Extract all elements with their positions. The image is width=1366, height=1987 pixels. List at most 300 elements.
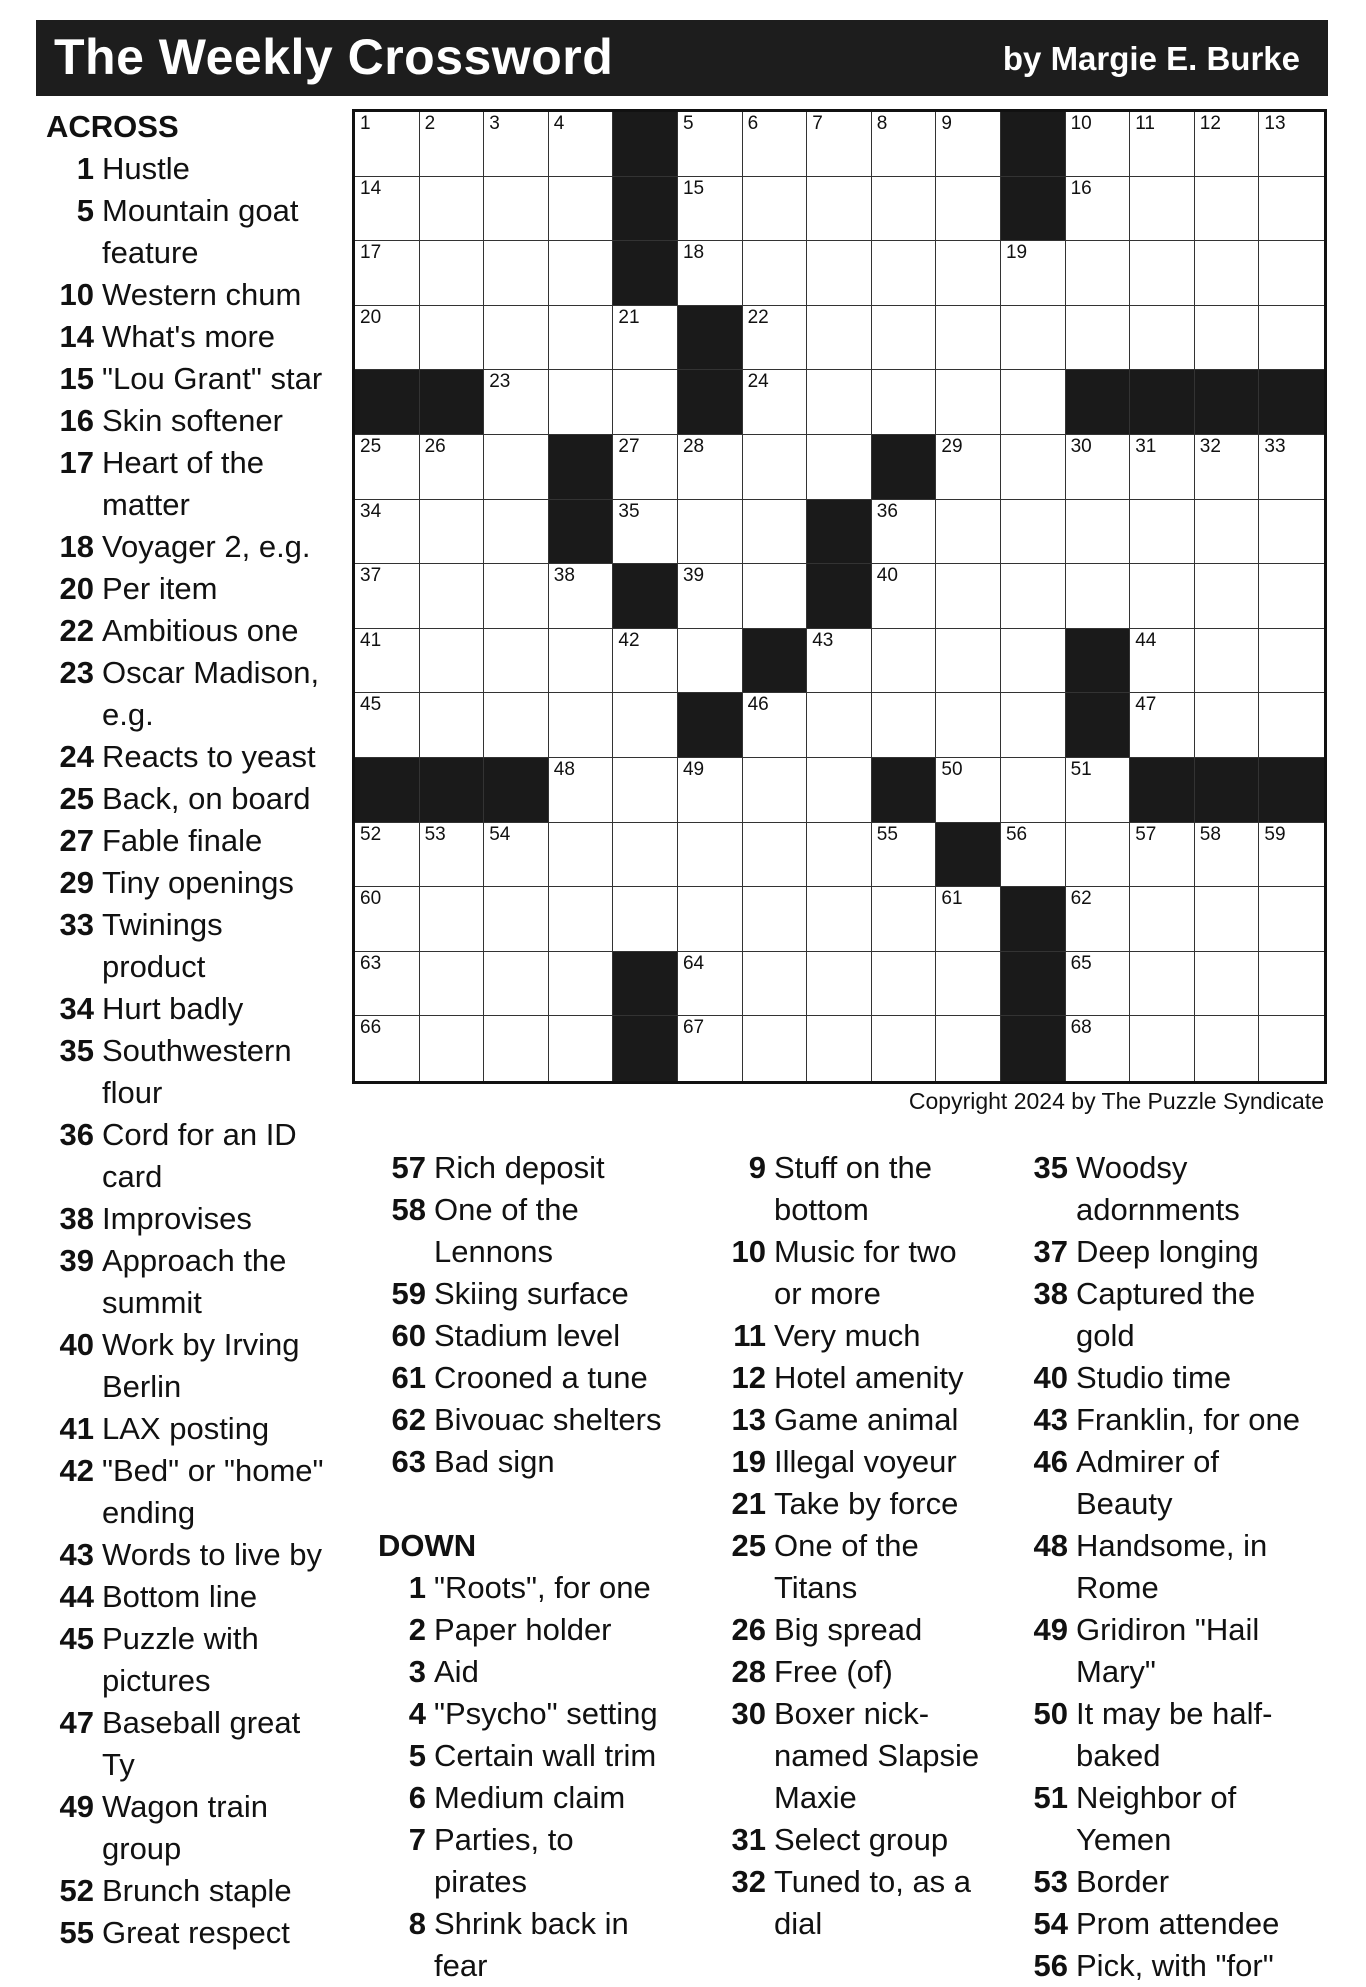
grid-cell[interactable] [613, 887, 678, 952]
clue-text: Cord for an ID [102, 1117, 297, 1152]
clue-number: 37 [1033, 1234, 1068, 1269]
clue-number: 44 [59, 1579, 94, 1614]
clue-text: Hotel amenity [774, 1360, 964, 1395]
grid-cell[interactable] [807, 1016, 872, 1081]
clue-number: 52 [59, 1873, 94, 1908]
grid-cell[interactable] [1001, 241, 1066, 306]
grid-cell[interactable] [1195, 306, 1260, 371]
grid-cell[interactable] [807, 629, 872, 694]
grid-cell[interactable] [355, 1016, 420, 1081]
clue-text: named Slapsie [774, 1738, 980, 1773]
grid-cell[interactable] [936, 952, 1001, 1017]
grid-cell[interactable] [872, 1016, 937, 1081]
clue-text: Bottom line [102, 1579, 258, 1614]
grid-cell[interactable] [613, 500, 678, 565]
grid-cell[interactable] [743, 823, 808, 888]
clue-number: 32 [731, 1864, 766, 1899]
clue-text: Beauty [1076, 1486, 1173, 1521]
clue-text: baked [1076, 1738, 1161, 1773]
grid-cell[interactable] [549, 370, 614, 435]
grid-cell[interactable] [1259, 693, 1324, 758]
grid-cell[interactable] [484, 112, 549, 177]
grid-cell[interactable] [484, 887, 549, 952]
cell-number: 60 [360, 888, 382, 910]
clue-number: 11 [733, 1318, 766, 1353]
grid-cell[interactable] [613, 693, 678, 758]
clue-text: Pick, with "for" [1076, 1948, 1274, 1983]
cell-number: 63 [360, 952, 382, 974]
grid-cell[interactable] [678, 112, 743, 177]
grid-cell[interactable] [1130, 306, 1195, 371]
clue-number: 48 [1033, 1528, 1068, 1563]
down-clue [718, 1861, 1018, 1945]
grid-cell[interactable] [743, 241, 808, 306]
grid-cell[interactable] [1130, 887, 1195, 952]
cell-number: 10 [1070, 113, 1092, 134]
down-clue [378, 1777, 718, 1819]
down-clue [1020, 1273, 1340, 1357]
grid-cell[interactable] [1066, 823, 1131, 888]
cell-number: 30 [1070, 435, 1092, 457]
clue-number: 12 [731, 1360, 766, 1395]
cell-number: 11 [1135, 113, 1155, 134]
grid-cell[interactable] [420, 241, 485, 306]
grid-cell[interactable] [484, 370, 549, 435]
section-heading: DOWN [378, 1528, 477, 1563]
clue-number: 8 [408, 1906, 426, 1941]
grid-block [613, 564, 678, 629]
grid-cell[interactable] [1001, 629, 1066, 694]
grid-cell[interactable] [1066, 306, 1131, 371]
grid-cell[interactable] [1259, 112, 1324, 177]
clue-text: "Roots", for one [434, 1570, 651, 1605]
grid-cell[interactable] [549, 241, 614, 306]
cell-number: 27 [618, 435, 640, 457]
cell-number: 61 [941, 888, 963, 910]
grid-cell[interactable] [678, 435, 743, 500]
cell-number: 67 [682, 1017, 705, 1039]
grid-cell[interactable] [1066, 1016, 1131, 1081]
grid-cell[interactable] [807, 435, 872, 500]
grid-cell[interactable] [549, 758, 614, 823]
grid-cell[interactable] [1259, 887, 1324, 952]
clue-number: 29 [59, 865, 94, 900]
clue-text: One of the [774, 1528, 919, 1563]
grid-cell[interactable] [1195, 500, 1260, 565]
clue-text: adornments [1076, 1192, 1240, 1227]
across-clue [46, 778, 346, 820]
grid-cell[interactable] [872, 952, 937, 1017]
clue-number: 46 [1033, 1444, 1068, 1479]
clue-text: Big spread [774, 1612, 923, 1647]
grid-block [807, 564, 872, 629]
grid-cell[interactable] [1195, 823, 1260, 888]
grid-cell[interactable] [420, 306, 485, 371]
cell-number: 45 [360, 694, 382, 716]
grid-cell[interactable] [936, 370, 1001, 435]
grid-cell[interactable] [936, 435, 1001, 500]
grid-cell[interactable] [549, 112, 614, 177]
grid-cell[interactable] [678, 241, 743, 306]
cell-number: 2 [424, 113, 436, 134]
cell-number: 56 [1005, 823, 1028, 845]
clue-text: Crooned a tune [434, 1360, 648, 1395]
grid-cell[interactable] [1001, 693, 1066, 758]
grid-cell[interactable] [1130, 177, 1195, 242]
grid-cell[interactable] [743, 306, 808, 371]
grid-cell[interactable] [936, 306, 1001, 371]
grid-cell[interactable] [872, 177, 937, 242]
grid-cell[interactable] [484, 306, 549, 371]
clue-text: Stadium level [434, 1318, 621, 1353]
cell-number: 36 [876, 500, 898, 522]
grid-cell[interactable] [420, 693, 485, 758]
grid-cell[interactable] [613, 629, 678, 694]
grid-cell[interactable] [936, 564, 1001, 629]
grid-cell[interactable] [872, 823, 937, 888]
grid-cell[interactable] [743, 500, 808, 565]
grid-cell[interactable] [678, 500, 743, 565]
clue-text: Words to live by [102, 1537, 322, 1572]
grid-cell[interactable] [1066, 500, 1131, 565]
grid-cell[interactable] [420, 1016, 485, 1081]
grid-cell[interactable] [613, 370, 678, 435]
clue-number: 10 [59, 277, 94, 312]
clue-number: 51 [1033, 1780, 1068, 1815]
grid-cell[interactable] [355, 564, 420, 629]
grid-cell[interactable] [1195, 887, 1260, 952]
grid-cell[interactable] [807, 370, 872, 435]
grid-cell[interactable] [743, 693, 808, 758]
grid-cell[interactable] [1001, 500, 1066, 565]
grid-cell[interactable] [678, 177, 743, 242]
grid-cell[interactable] [1001, 758, 1066, 823]
grid-block [1001, 1016, 1066, 1081]
grid-cell[interactable] [1195, 629, 1260, 694]
grid-cell[interactable] [1259, 306, 1324, 371]
cell-number: 16 [1070, 177, 1092, 199]
clue-number: 9 [748, 1150, 766, 1185]
cell-number: 39 [682, 565, 705, 587]
grid-cell[interactable] [1001, 564, 1066, 629]
clue-number: 28 [731, 1654, 766, 1689]
grid-cell[interactable] [549, 887, 614, 952]
grid-cell[interactable] [613, 823, 678, 888]
clue-text: ending [102, 1495, 196, 1530]
grid-cell[interactable] [1259, 629, 1324, 694]
clue-text: Work by Irving [102, 1327, 300, 1362]
grid-cell[interactable] [872, 370, 937, 435]
grid-cell[interactable] [1195, 564, 1260, 629]
grid-block [1259, 370, 1324, 435]
clue-text: Lennons [434, 1234, 553, 1269]
grid-cell[interactable] [1130, 241, 1195, 306]
grid-cell[interactable] [872, 112, 937, 177]
grid-cell[interactable] [1130, 500, 1195, 565]
grid-cell[interactable] [549, 629, 614, 694]
grid-cell[interactable] [613, 435, 678, 500]
grid-cell[interactable] [355, 887, 420, 952]
across-clue [46, 862, 346, 904]
grid-cell[interactable] [678, 823, 743, 888]
grid-cell[interactable] [1001, 435, 1066, 500]
grid-cell[interactable] [936, 112, 1001, 177]
grid-cell[interactable] [355, 500, 420, 565]
grid-cell[interactable] [678, 952, 743, 1017]
grid-cell[interactable] [807, 887, 872, 952]
across-clue [46, 400, 346, 442]
grid-cell[interactable] [936, 758, 1001, 823]
grid-cell[interactable] [613, 758, 678, 823]
cell-number: 15 [682, 177, 705, 199]
clue-text: Mary" [1076, 1654, 1156, 1689]
grid-cell[interactable] [420, 177, 485, 242]
clue-text: Prom attendee [1076, 1906, 1280, 1941]
grid-cell[interactable] [1259, 823, 1324, 888]
grid-cell[interactable] [872, 500, 937, 565]
grid-cell[interactable] [807, 112, 872, 177]
grid-cell[interactable] [678, 629, 743, 694]
grid-cell[interactable] [678, 887, 743, 952]
grid-cell[interactable] [420, 629, 485, 694]
grid-cell[interactable] [872, 693, 937, 758]
clue-text: Rich deposit [434, 1150, 605, 1185]
grid-cell[interactable] [936, 500, 1001, 565]
grid-cell[interactable] [807, 693, 872, 758]
clue-number: 39 [59, 1243, 94, 1278]
clue-text: Voyager 2, e.g. [102, 529, 311, 564]
grid-cell[interactable] [549, 564, 614, 629]
grid-cell[interactable] [1195, 177, 1260, 242]
grid-cell[interactable] [484, 435, 549, 500]
cell-number: 17 [360, 242, 382, 264]
grid-block [613, 177, 678, 242]
grid-cell[interactable] [1130, 629, 1195, 694]
grid-cell[interactable] [420, 823, 485, 888]
clue-text: Skiing surface [434, 1276, 629, 1311]
grid-cell[interactable] [1066, 435, 1131, 500]
grid-cell[interactable] [1001, 370, 1066, 435]
grid-cell[interactable] [678, 758, 743, 823]
grid-cell[interactable] [807, 177, 872, 242]
clue-text: Brunch staple [102, 1873, 292, 1908]
grid-cell[interactable] [807, 823, 872, 888]
cell-number: 64 [682, 952, 705, 974]
clue-number: 38 [1033, 1276, 1068, 1311]
grid-cell[interactable] [936, 1016, 1001, 1081]
grid-cell[interactable] [936, 177, 1001, 242]
clue-text: Hurt badly [102, 991, 244, 1026]
grid-cell[interactable] [936, 629, 1001, 694]
grid-cell[interactable] [1066, 241, 1131, 306]
grid-cell[interactable] [1259, 500, 1324, 565]
grid-cell[interactable] [484, 823, 549, 888]
grid-cell[interactable] [484, 564, 549, 629]
grid-cell[interactable] [355, 177, 420, 242]
grid-cell[interactable] [743, 952, 808, 1017]
grid-cell[interactable] [1259, 952, 1324, 1017]
grid-cell[interactable] [743, 177, 808, 242]
grid-cell[interactable] [1130, 435, 1195, 500]
grid-block [1130, 758, 1195, 823]
grid-cell[interactable] [1195, 693, 1260, 758]
grid-cell[interactable] [355, 306, 420, 371]
grid-cell[interactable] [872, 564, 937, 629]
grid-cell[interactable] [549, 1016, 614, 1081]
grid-cell[interactable] [1195, 241, 1260, 306]
grid-cell[interactable] [484, 177, 549, 242]
clue-number: 25 [731, 1528, 766, 1563]
grid-cell[interactable] [678, 1016, 743, 1081]
across-clue [46, 358, 346, 400]
grid-cell[interactable] [484, 241, 549, 306]
grid-cell[interactable] [549, 952, 614, 1017]
clue-text: Captured the [1076, 1276, 1256, 1311]
grid-cell[interactable] [549, 693, 614, 758]
clue-number: 45 [59, 1621, 94, 1656]
grid-cell[interactable] [355, 435, 420, 500]
cell-number: 20 [360, 306, 382, 328]
across-clue [46, 904, 346, 988]
cell-number: 31 [1135, 435, 1157, 457]
down-clue [378, 1693, 718, 1735]
grid-block [1195, 758, 1260, 823]
grid-cell[interactable] [355, 952, 420, 1017]
grid-cell[interactable] [355, 693, 420, 758]
across-clue [46, 1450, 346, 1534]
grid-cell[interactable] [1001, 306, 1066, 371]
grid-cell[interactable] [1195, 435, 1260, 500]
clue-number: 6 [408, 1780, 426, 1815]
grid-cell[interactable] [484, 629, 549, 694]
grid-cell[interactable] [743, 435, 808, 500]
grid-cell[interactable] [807, 241, 872, 306]
clue-number: 62 [391, 1402, 426, 1437]
clue-number: 41 [59, 1411, 94, 1446]
grid-cell[interactable] [549, 306, 614, 371]
grid-cell[interactable] [1066, 564, 1131, 629]
grid-cell[interactable] [1130, 112, 1195, 177]
grid-cell[interactable] [1130, 564, 1195, 629]
grid-cell[interactable] [678, 564, 743, 629]
across-clue [46, 526, 346, 568]
cell-number: 35 [618, 500, 640, 522]
grid-cell[interactable] [1259, 435, 1324, 500]
clue-text: Approach the [102, 1243, 287, 1278]
grid-cell[interactable] [613, 306, 678, 371]
grid-cell[interactable] [1001, 823, 1066, 888]
header-bar [36, 20, 1328, 96]
grid-cell[interactable] [743, 564, 808, 629]
cell-number: 26 [424, 435, 446, 457]
grid-cell[interactable] [549, 177, 614, 242]
clue-text: Western chum [102, 277, 302, 312]
grid-cell[interactable] [420, 435, 485, 500]
grid-cell[interactable] [1130, 693, 1195, 758]
grid-cell[interactable] [1195, 1016, 1260, 1081]
clue-text: Heart of the [102, 445, 264, 480]
grid-cell[interactable] [1259, 564, 1324, 629]
grid-cell[interactable] [807, 758, 872, 823]
grid-cell[interactable] [743, 1016, 808, 1081]
grid-cell[interactable] [872, 887, 937, 952]
grid-cell[interactable] [807, 306, 872, 371]
grid-cell[interactable] [355, 629, 420, 694]
grid-cell[interactable] [420, 887, 485, 952]
grid-cell[interactable] [1066, 112, 1131, 177]
grid-cell[interactable] [484, 500, 549, 565]
grid-cell[interactable] [484, 1016, 549, 1081]
grid-cell[interactable] [872, 241, 937, 306]
cell-number: 3 [489, 113, 500, 134]
grid-cell[interactable] [1066, 177, 1131, 242]
clue-number: 10 [731, 1234, 766, 1269]
clue-number: 59 [391, 1276, 426, 1311]
grid-cell[interactable] [420, 564, 485, 629]
clue-number: 22 [59, 613, 94, 648]
grid-cell[interactable] [1195, 952, 1260, 1017]
grid-cell[interactable] [355, 112, 420, 177]
clue-text: Select group [774, 1822, 949, 1857]
grid-cell[interactable] [1066, 758, 1131, 823]
clue-column-2 [378, 1147, 718, 1987]
grid-cell[interactable] [420, 112, 485, 177]
grid-cell[interactable] [743, 758, 808, 823]
grid-cell[interactable] [1066, 887, 1131, 952]
grid-cell[interactable] [936, 693, 1001, 758]
grid-cell[interactable] [420, 500, 485, 565]
grid-cell[interactable] [420, 952, 485, 1017]
across-clue [46, 1240, 346, 1324]
cell-number: 41 [360, 629, 382, 651]
grid-cell[interactable] [1066, 952, 1131, 1017]
clue-text: e.g. [102, 697, 154, 732]
grid-cell[interactable] [484, 952, 549, 1017]
grid-cell[interactable] [743, 112, 808, 177]
grid-cell[interactable] [1195, 112, 1260, 177]
grid-cell[interactable] [355, 823, 420, 888]
clue-number: 30 [731, 1696, 766, 1731]
grid-cell[interactable] [807, 952, 872, 1017]
grid-cell[interactable] [484, 693, 549, 758]
grid-cell[interactable] [743, 887, 808, 952]
clue-number: 13 [731, 1402, 766, 1437]
grid-cell[interactable] [743, 370, 808, 435]
grid-cell[interactable] [936, 241, 1001, 306]
clue-text: Twinings [102, 907, 223, 942]
grid-cell[interactable] [1259, 1016, 1324, 1081]
grid-cell[interactable] [355, 241, 420, 306]
clue-text: Medium claim [434, 1780, 626, 1815]
grid-cell[interactable] [872, 306, 937, 371]
grid-cell[interactable] [1130, 823, 1195, 888]
grid-cell[interactable] [1130, 952, 1195, 1017]
clue-text: feature [102, 235, 199, 270]
clue-text: Puzzle with [102, 1621, 259, 1656]
grid-cell[interactable] [549, 823, 614, 888]
clue-text: gold [1076, 1318, 1135, 1353]
clue-text: group [102, 1831, 182, 1866]
grid-cell[interactable] [936, 887, 1001, 952]
grid-cell[interactable] [1130, 1016, 1195, 1081]
grid-cell[interactable] [1259, 241, 1324, 306]
grid-cell[interactable] [1259, 177, 1324, 242]
clue-text: Bad sign [434, 1444, 555, 1479]
grid-block [1130, 370, 1195, 435]
grid-cell[interactable] [872, 629, 937, 694]
cell-number: 37 [360, 565, 382, 587]
across-clue [46, 1324, 346, 1408]
